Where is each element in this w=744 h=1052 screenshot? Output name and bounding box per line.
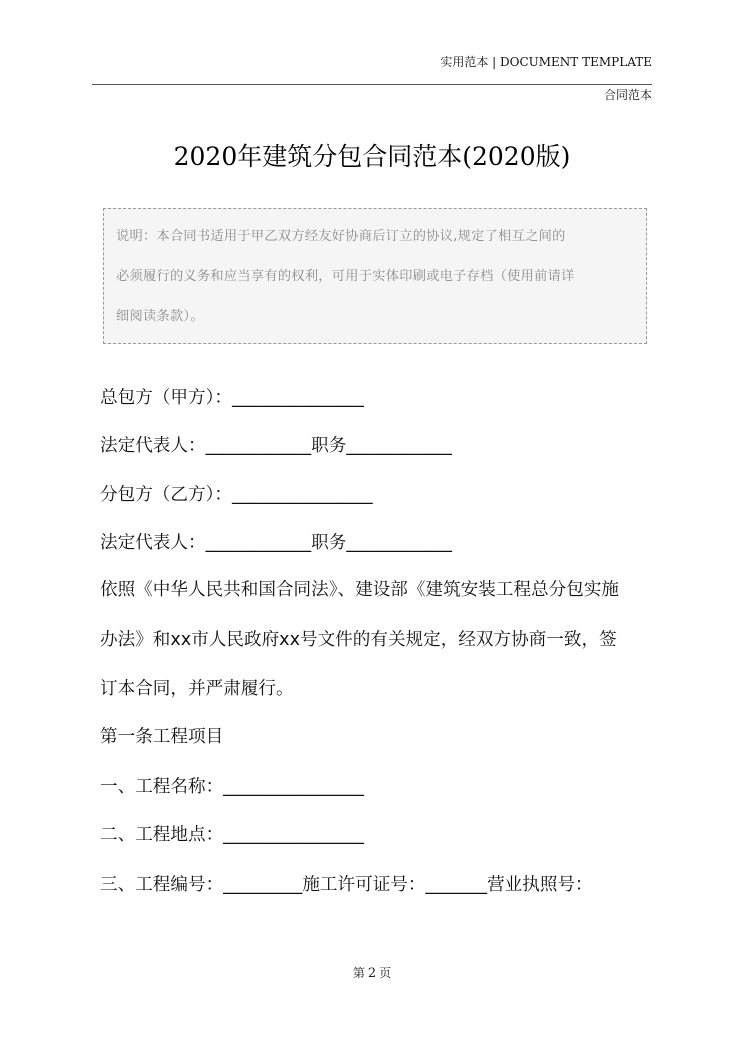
legal-representative-line-a: 法定代表人：____________职务____________ bbox=[100, 436, 452, 456]
header-brand bbox=[440, 53, 652, 70]
page-suffix: 页 bbox=[379, 966, 392, 980]
project-location-line: 二、工程地点：________________ bbox=[100, 825, 364, 845]
legal-representative-line-b: 法定代表人：____________职务____________ bbox=[100, 533, 452, 553]
page-number bbox=[0, 964, 744, 981]
note-line: 说明：本合同书适用于甲乙双方经友好协商后订立的协议,规定了相互之间的 bbox=[116, 229, 566, 244]
header-category: 合同范本 bbox=[603, 88, 652, 102]
subcontractor-line: 分包方（乙方）：________________ bbox=[100, 485, 373, 505]
general-contractor-line: 总包方（甲方）：_______________ bbox=[100, 388, 364, 408]
header-divider bbox=[92, 84, 652, 85]
page-number-value: 2 bbox=[367, 966, 377, 981]
note-line: 必须履行的义务和应当享有的权利，可用于实体印刷或电子存档（使用前请详 bbox=[116, 269, 575, 284]
paragraph-line: 依照《中华人民共和国合同法》、建设部《建筑安装工程总分包实施 bbox=[100, 580, 620, 600]
paragraph-line: 办法》和xx市人民政府xx号文件的有关规定，经双方协商一致，签 bbox=[100, 630, 617, 650]
header-brand-en: DOCUMENT TEMPLATE bbox=[500, 55, 652, 69]
article-heading: 第一条工程项目 bbox=[100, 727, 224, 747]
note-box bbox=[103, 208, 647, 344]
header-brand-cn: 实用范本 bbox=[440, 55, 489, 69]
note-line: 细阅读条款）。 bbox=[116, 309, 204, 324]
paragraph-line: 订本合同，并严肃履行。 bbox=[100, 679, 294, 699]
document-title: 2020年建筑分包合同范本(2020版) bbox=[173, 142, 571, 171]
project-name-line: 一、工程名称：________________ bbox=[100, 777, 364, 797]
page-prefix: 第 bbox=[352, 966, 365, 980]
project-number-line: 三、工程编号：_________施工许可证号：_______营业执照号： bbox=[100, 875, 593, 895]
header-separator: | bbox=[488, 55, 500, 69]
